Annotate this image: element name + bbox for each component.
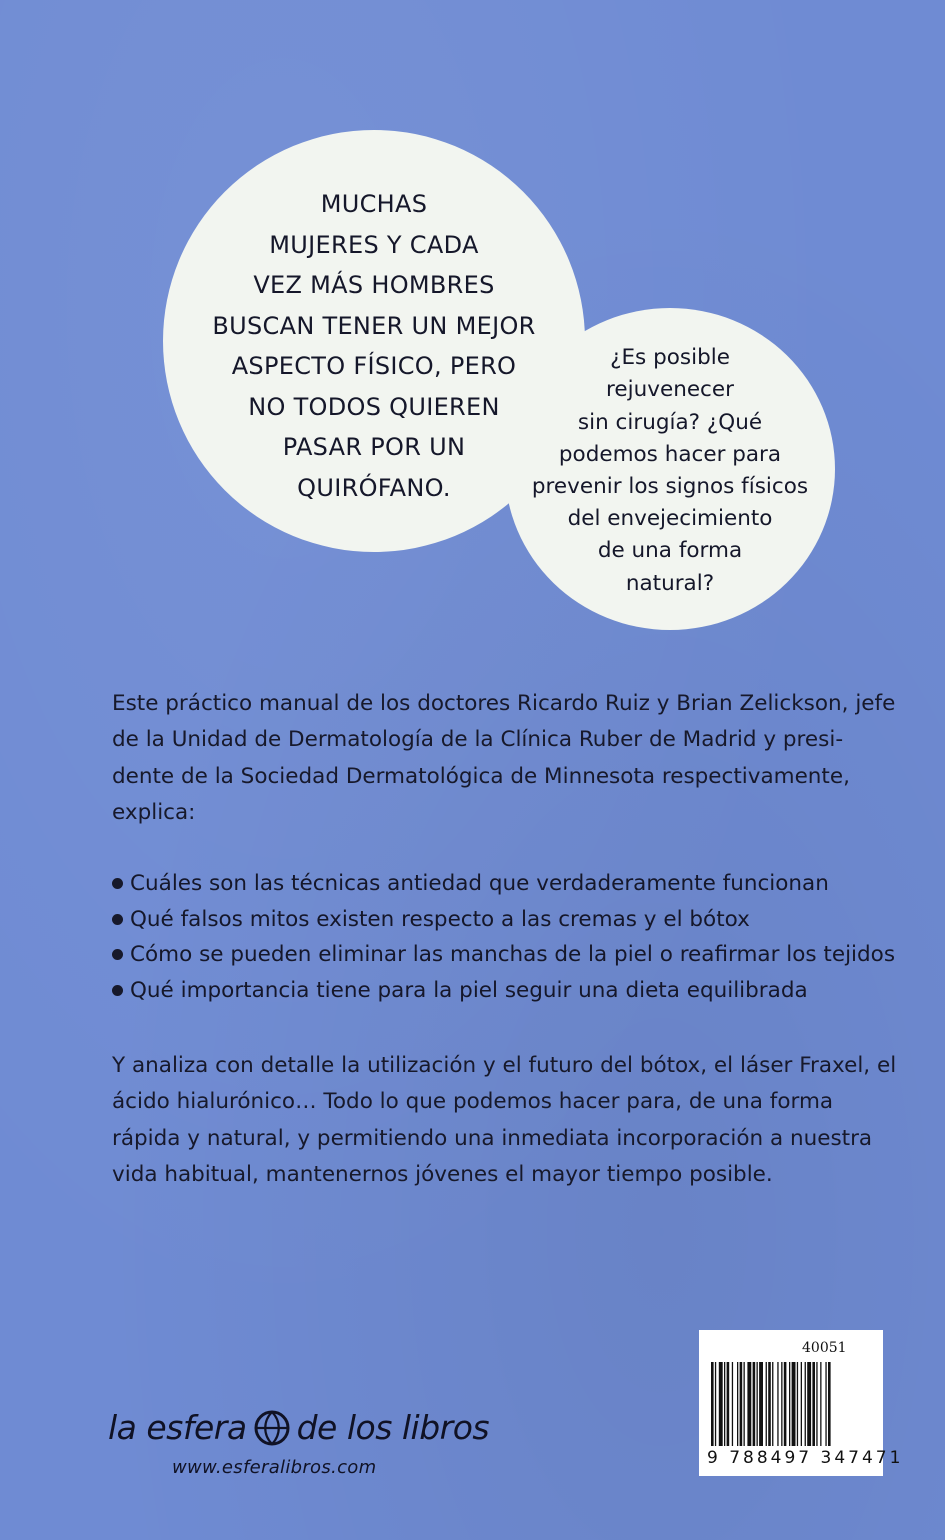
bubble-large-line: VEZ MÁS HOMBRES [253, 271, 495, 299]
bubble-large-text [212, 174, 535, 508]
bubble-large-line: MUCHAS [320, 190, 428, 218]
barcode-bar [766, 1362, 767, 1446]
bubble-small-line: de una forma [597, 538, 743, 564]
barcode-bar [781, 1362, 782, 1446]
globe-logo-icon [253, 1409, 291, 1447]
intro-line: explica: [112, 799, 196, 825]
barcode-bar [757, 1362, 758, 1446]
barcode-bar [740, 1362, 743, 1446]
barcode-bar [792, 1362, 796, 1446]
feature-text: Cómo se pueden eliminar las manchas de la piel o reafirmar los tejidos [130, 942, 896, 968]
barcode-bar [812, 1362, 815, 1446]
barcode-bar [789, 1362, 790, 1446]
publisher-website: www.esferalibros.com [172, 1457, 377, 1478]
barcode-bar [732, 1362, 733, 1446]
barcode-bar [737, 1362, 738, 1446]
bubble-small-line: podemos hacer para [558, 441, 782, 467]
intro-line: Este práctico manual de los doctores Ricardo Ruiz y Brian Zelickson, jefe [112, 691, 896, 716]
bubble-large-line: QUIRÓFANO. [297, 473, 451, 502]
closing-line: Y analiza con detalle la utilización y el futuro del bótox, el láser Fraxel, el [112, 1053, 897, 1078]
bullet-icon [112, 914, 123, 925]
feature-list-item [112, 937, 895, 973]
bubble-small-line: sin cirugía? ¿Qué [577, 409, 763, 435]
intro-line: de la Unidad de Dermatología de la Clínica Ruber de Madrid y presi- [112, 727, 844, 753]
bubble-large-line: MUJERES Y CADA [269, 230, 479, 259]
bubble-large-line: PASAR POR UN [282, 433, 466, 461]
bubble-large-line: BUSCAN TENER UN MEJOR [212, 311, 536, 340]
bubble-small-line: natural? [625, 570, 715, 596]
publisher-name-right: de los libros [296, 1408, 490, 1447]
barcode-bar [724, 1362, 725, 1446]
quote-bubble-small [505, 308, 835, 630]
barcode-icon [711, 1362, 873, 1448]
barcode-bar [715, 1362, 716, 1446]
feature-text: Qué importancia tiene para la piel seguir una dieta equilibrada [130, 977, 808, 1003]
barcode-bar [805, 1362, 806, 1446]
closing-line: rápida y natural, y permitiendo una inmediata incorporación a nuestra [112, 1125, 873, 1151]
feature-text: Qué falsos mitos existen respecto a las cremas y el bótox [130, 906, 750, 932]
closing-line: ácido hialurónico… Todo lo que podemos hacer para, de una forma [112, 1089, 834, 1115]
feature-list [112, 866, 895, 1008]
barcode-bar [744, 1362, 745, 1446]
publisher-name-left: la esfera [108, 1408, 247, 1447]
feature-text: Cuáles son las técnicas antiedad que verdaderamente funcionan [130, 871, 829, 896]
barcode-bar [828, 1362, 831, 1446]
barcode-bar [759, 1362, 763, 1446]
barcode-bar [772, 1362, 773, 1446]
bubble-small-line: rejuvenecer [606, 377, 734, 403]
barcode-code: 40051 [802, 1340, 847, 1356]
feature-list-item [112, 902, 895, 938]
publisher-logo [108, 1408, 489, 1447]
barcode-bar [711, 1362, 714, 1446]
bullet-icon [112, 985, 123, 996]
barcode-bar [719, 1362, 723, 1446]
barcode-bar [784, 1362, 787, 1446]
barcode-label [699, 1330, 904, 1476]
barcode-bar [753, 1362, 756, 1446]
feature-list-item [112, 866, 895, 902]
bubble-large-line: NO TODOS QUIEREN [248, 392, 500, 421]
bubble-small-line: prevenir los signos físicos [531, 474, 809, 499]
isbn-number: 9 788497 347471 [707, 1448, 904, 1468]
barcode-bar [807, 1362, 811, 1446]
barcode-bar [747, 1362, 751, 1446]
barcode-bar [820, 1362, 821, 1446]
barcode-bar [825, 1362, 826, 1446]
bubble-small-line: ¿Es posible [610, 345, 730, 371]
bubble-small-text [532, 338, 808, 600]
bullet-icon [112, 878, 123, 889]
bubble-large-line: ASPECTO FÍSICO, PERO [231, 352, 517, 380]
barcode-bar [727, 1362, 730, 1446]
closing-paragraph [112, 1048, 897, 1193]
bubble-small-line: del envejecimiento [567, 506, 773, 532]
barcode-bar [768, 1362, 771, 1446]
intro-paragraph [112, 686, 896, 831]
intro-line: dente de la Sociedad Dermatológica de Minnesota respectivamente, [112, 763, 850, 789]
bullet-icon [112, 949, 123, 960]
closing-line: vida habitual, mantenernos jóvenes el mayor tiempo posible. [112, 1161, 773, 1187]
barcode-bar [801, 1362, 802, 1446]
barcode-bar [777, 1362, 778, 1446]
feature-list-item [112, 973, 895, 1009]
barcode-bar [797, 1362, 798, 1446]
barcode-bar [816, 1362, 817, 1446]
